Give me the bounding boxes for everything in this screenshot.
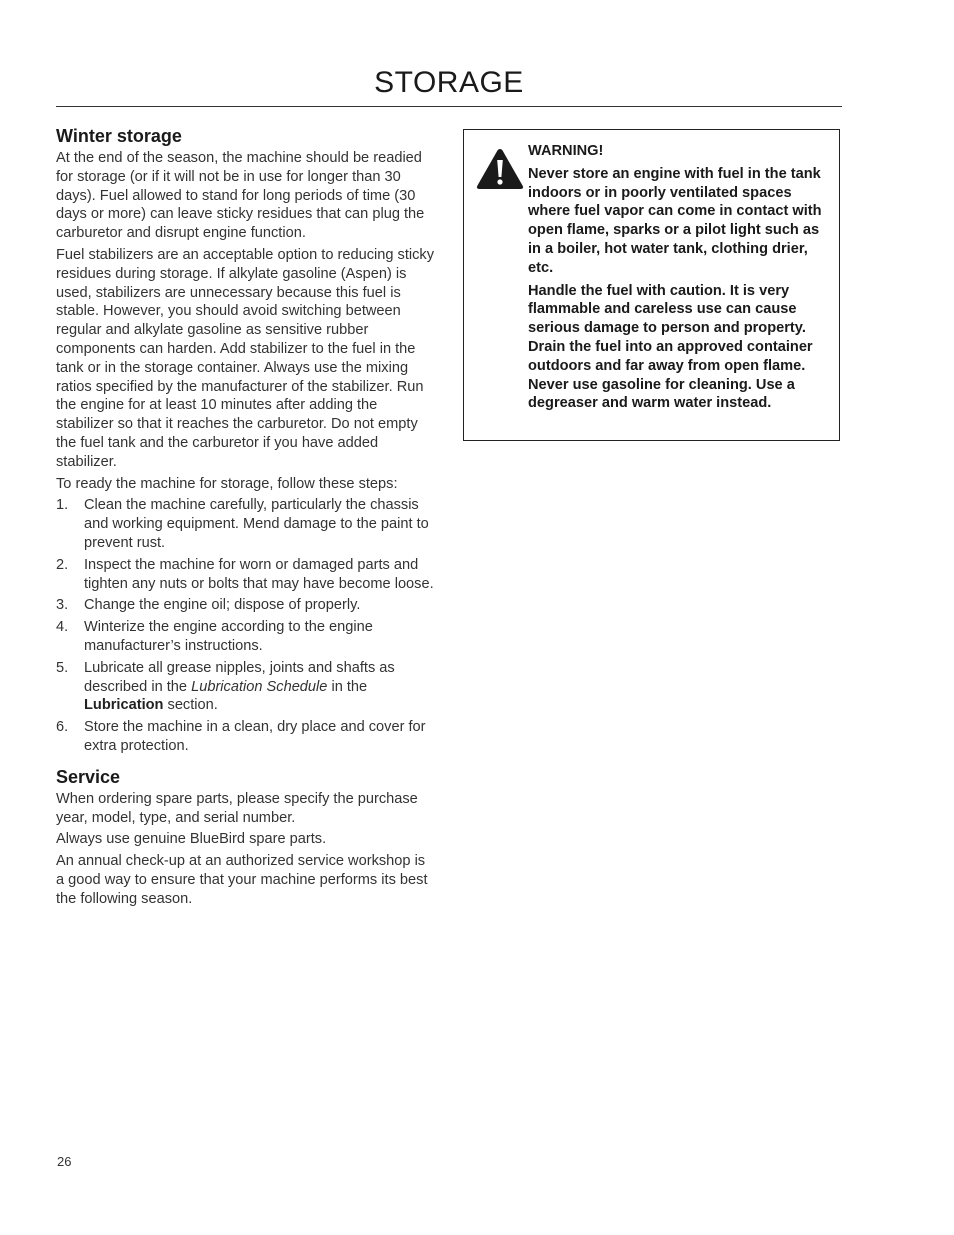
service-heading: Service bbox=[56, 766, 121, 787]
winter-storage-paragraph: At the end of the season, the machine should be readied for storage (or if it will not be in use for longer than 30 days). Fuel allowed to stand for long periods of time (30 days or more) can leave sticky residues that can plug the carburetor and disrupt engine function. bbox=[56, 150, 425, 242]
page-number: 26 bbox=[57, 1154, 72, 1169]
step-number: 4. bbox=[56, 619, 69, 636]
warning-paragraph: Handle the fuel with caution. It is very flammable and careless use can cause serious damage to person and property. Drain the fuel into an approved container outdoors and far away from open flame. Never use gasoline for cleaning. Use a degreaser and warm water instead. bbox=[528, 282, 813, 412]
warning-paragraph: Never store an engine with fuel in the tank indoors or in poorly ventilated spaces where fuel vapor can come in contact with open flame, sparks or a pilot light such as in a boiler, hot water tank, clothing drier, etc. bbox=[528, 165, 822, 276]
step-text: in the bbox=[327, 678, 368, 695]
storage-steps-list bbox=[56, 496, 436, 755]
lubrication-section-reference: Lubrication bbox=[84, 697, 164, 714]
step-text: Clean the machine carefully, particularly the chassis and working equipment. Mend damage to the paint to prevent rust. bbox=[84, 497, 429, 551]
service-paragraph: When ordering spare parts, please specify the purchase year, model, type, and serial number. bbox=[56, 790, 418, 826]
left-column bbox=[56, 125, 436, 911]
step-text: Lubricate all grease nipples, joints and shafts as described in the bbox=[84, 659, 395, 695]
service-paragraph: An annual check-up at an authorized service workshop is a good way to ensure that your machine performs its best the following season. bbox=[56, 853, 428, 907]
step-text: Store the machine in a clean, dry place and cover for extra protection. bbox=[84, 719, 426, 754]
list-item bbox=[56, 659, 436, 715]
step-number: 3. bbox=[56, 597, 69, 614]
list-item bbox=[56, 496, 436, 552]
lubrication-schedule-reference: Lubrication Schedule bbox=[191, 678, 328, 695]
step-number: 2. bbox=[56, 556, 69, 573]
warning-triangle-icon bbox=[476, 148, 524, 190]
step-text: Inspect the machine for worn or damaged parts and tighten any nuts or bolts that may have become loose. bbox=[84, 556, 434, 592]
winter-storage-paragraph: Fuel stabilizers are an acceptable option to reducing sticky residues during storage. If alkylate gasoline (Aspen) is used, stabilizers are unnecessary because this fuel is stable. However, you should avoid switching between regular and alkylate gasoline as sensitive rubber components can harden. Add stabilizer to the fuel in the tank or in the storage container. Always use the mixing ratios specified by the manufacturer of the stabilizer. Run the engine for at least 10 minutes after adding the stabilizer so that it reaches the carburetor. Do not empty the fuel tank and the carburetor if you have added stabilizer. bbox=[56, 246, 435, 470]
title-divider bbox=[56, 106, 842, 107]
list-item bbox=[56, 556, 436, 594]
step-text: Winterize the engine according to the engine manufacturer’s instructions. bbox=[84, 619, 373, 654]
step-number: 5. bbox=[56, 659, 69, 676]
winter-storage-heading: Winter storage bbox=[56, 126, 182, 146]
page-title: STORAGE bbox=[374, 66, 524, 99]
step-number: 1. bbox=[56, 497, 69, 514]
step-text: Change the engine oil; dispose of properly. bbox=[84, 597, 361, 614]
step-text: section. bbox=[163, 697, 218, 714]
service-paragraph: Always use genuine BlueBird spare parts. bbox=[56, 831, 327, 848]
step-number: 6. bbox=[56, 719, 69, 736]
warning-text bbox=[528, 142, 830, 417]
winter-storage-paragraph: To ready the machine for storage, follow these steps: bbox=[56, 475, 398, 492]
warning-title: WARNING! bbox=[528, 143, 604, 159]
list-item bbox=[56, 618, 436, 656]
list-item bbox=[56, 596, 436, 615]
list-item bbox=[56, 718, 436, 756]
warning-box bbox=[463, 129, 840, 441]
